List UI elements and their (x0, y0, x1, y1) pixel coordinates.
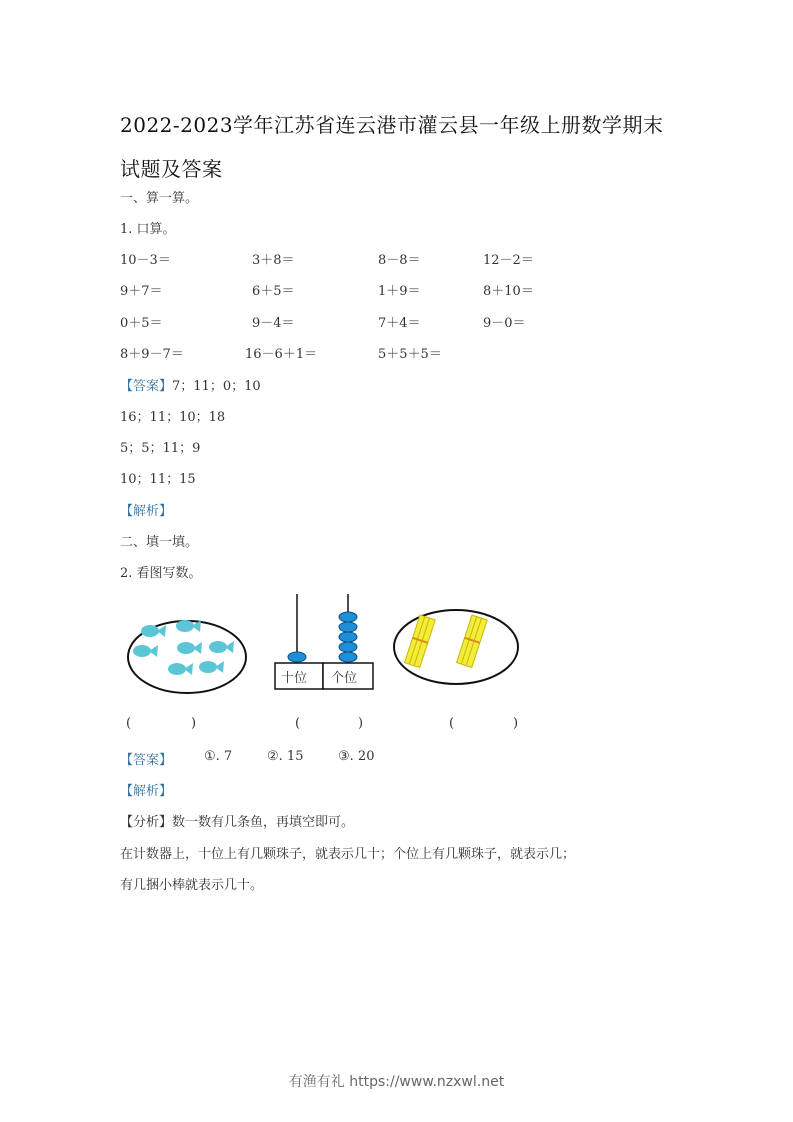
blank-1-open: ( (126, 716, 132, 731)
arith-item: 3＋8＝ (252, 253, 295, 268)
fish-plate-figure (128, 620, 246, 693)
arith-item: 1＋9＝ (378, 284, 421, 299)
answer-line-1 (120, 375, 261, 394)
arith-item: 16－6＋1＝ (245, 347, 318, 362)
answer-tag: 【答案】 (120, 379, 173, 394)
analysis-tag-2: 【解析】 (120, 784, 173, 799)
arith-item: 12－2＝ (483, 253, 534, 268)
answer-tag: 【答案】 (120, 753, 173, 768)
explanation-line-2: 有几捆小棒就表示几十。 (120, 878, 264, 893)
answer-text: 7；11；0；10 (172, 379, 261, 394)
arith-item: 5＋5＋5＝ (378, 347, 442, 362)
section1-heading: 一、算一算。 (120, 191, 199, 206)
answer-line-3: 5；5；11；9 (120, 441, 201, 456)
arith-item: 9－4＝ (252, 316, 295, 331)
figures (120, 590, 540, 700)
arith-item: 9－0＝ (483, 316, 526, 331)
arith-item: 8＋10＝ (483, 284, 534, 299)
arith-item: 6＋5＝ (252, 284, 295, 299)
answer-2: ②. 15 (267, 749, 304, 764)
footer-watermark: 有渔有礼 https://www.nzxwl.net (288, 1074, 505, 1090)
arith-item: 9＋7＝ (120, 284, 163, 299)
blank-1-close: ) (191, 716, 197, 731)
arith-item: 7＋4＝ (378, 316, 421, 331)
question2-label: 2. 看图写数。 (120, 566, 202, 581)
answer-line-2: 16；11；10；18 (120, 410, 226, 425)
answer-1: ①. 7 (204, 749, 233, 764)
analysis-tag: 【解析】 (120, 504, 173, 519)
answer-line-4: 10；11；15 (120, 472, 196, 487)
explanation-line-1: 在计数器上，十位上有几颗珠子，就表示几十；个位上有几颗珠子，就表示几； (120, 847, 576, 862)
abacus-tens-label: 十位 (281, 671, 308, 686)
document-title (120, 103, 680, 191)
title-line-1: 2022-2023学年江苏省连云港市灌云县一年级上册数学期末 (120, 113, 664, 137)
arith-item: 8＋9－7＝ (120, 347, 184, 362)
fenxi-tag: 【分析】 (120, 815, 173, 830)
fenxi-text: 数一数有几条鱼，再填空即可。 (172, 815, 355, 830)
question1-label: 1. 口算。 (120, 222, 176, 237)
blank-2-open: ( (295, 716, 301, 731)
arith-item: 8－8＝ (378, 253, 421, 268)
blank-3-close: ) (513, 716, 519, 731)
blank-2-close: ) (358, 716, 364, 731)
section2-heading: 二、填一填。 (120, 535, 199, 550)
abacus-ones-label: 个位 (331, 671, 358, 686)
blank-3-open: ( (449, 716, 455, 731)
title-line-2: 试题及答案 (120, 157, 223, 181)
fenxi-line (120, 811, 354, 830)
answer-3: ③. 20 (338, 749, 375, 764)
arith-item: 10－3＝ (120, 253, 171, 268)
answer2-line (120, 749, 375, 768)
stick-bundles-figure (394, 610, 518, 684)
arith-item: 0＋5＝ (120, 316, 163, 331)
